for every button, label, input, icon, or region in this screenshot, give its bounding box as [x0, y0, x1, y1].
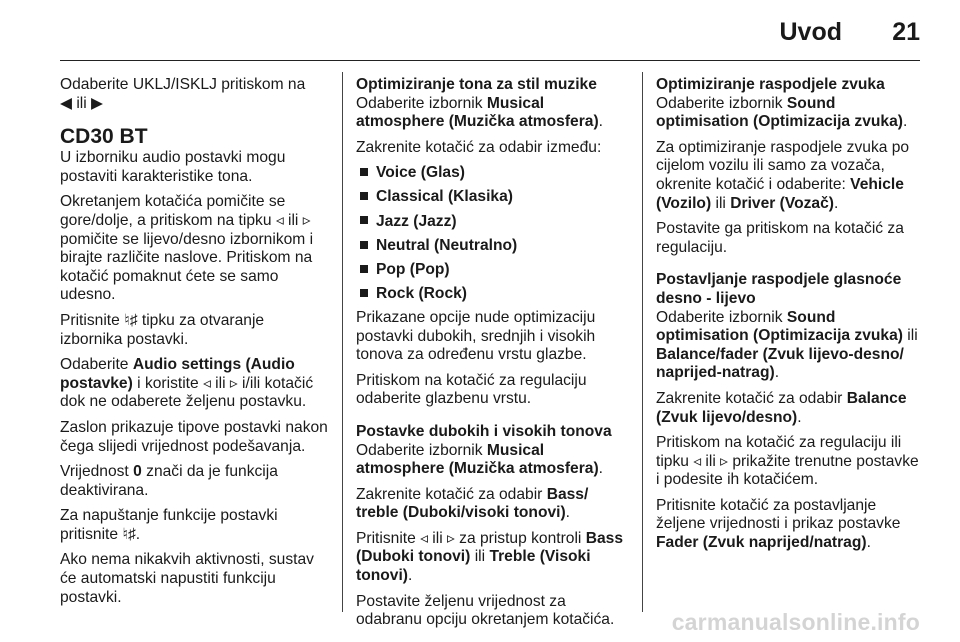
- text: Zakrenite kotačić za odabir: [356, 485, 543, 503]
- paragraph: U izborniku audio postavki mogu postaviti karakteristike tona.: [60, 149, 286, 185]
- text: Zakrenite kotačić za odabir: [656, 389, 843, 407]
- text: ili: [907, 327, 918, 345]
- text: .: [902, 113, 908, 131]
- subsection-heading: Postavke dubokih i visokih tonova: [356, 422, 612, 440]
- list-item-label: Voice (Glas): [376, 164, 465, 182]
- list-item-label: Pop (Pop): [376, 260, 450, 278]
- text: .: [866, 534, 871, 552]
- paragraph: Prikazane opcije nude optimizaciju postavki dubokih, srednjih i visokih tonova za određenu vrstu glazbe.: [356, 308, 596, 364]
- page-header: [0, 0, 960, 60]
- paragraph: Pritiskom na kotačić za regulaciju ili tipku ◃ ili ▹ prikažite trenutne postavke i podesite ih kotačićem.: [656, 434, 919, 489]
- text: .: [598, 113, 603, 131]
- paragraph: Pritiskom na kotačić za regulaciju odaberite glazbenu vrstu.: [356, 371, 587, 408]
- subsection-heading: Postavljanje raspodjele glasnoće desno - lijevo: [656, 271, 902, 307]
- paragraph: Zaslon prikazuje tipove postavki nakon čega slijedi vrijednost podešavanja.: [60, 418, 328, 455]
- bullet-square-icon: [360, 265, 368, 273]
- text: .: [797, 408, 802, 426]
- paragraph: [60, 463, 328, 500]
- list-item: [356, 164, 628, 183]
- text: Vrijednost: [60, 463, 129, 481]
- sound-settings-icon: ♮♯: [122, 525, 136, 543]
- text: ili: [474, 548, 486, 566]
- text: Za napuštanje funkcije postavki pritisnite: [60, 507, 278, 543]
- paragraph: [60, 507, 328, 544]
- list-item: [356, 188, 628, 207]
- text: Odaberite izbornik: [356, 441, 483, 459]
- text: Odaberite UKLJ/ISKLJ pritiskom na: [60, 76, 306, 93]
- paragraph: Postavite ga pritiskom na kotačić za regulaciju.: [656, 220, 904, 256]
- section-title: Uvod: [779, 18, 842, 46]
- menu-term: Balance/fader (Zvuk lijevo-desno/ naprijed-natrag): [656, 345, 904, 382]
- paragraph: Postavite željenu vrijednost za odabranu opciju okretanjem kotačića.: [356, 592, 615, 629]
- bullet-square-icon: [360, 289, 368, 297]
- column-divider-2: [642, 72, 643, 612]
- bullet-square-icon: [360, 168, 368, 176]
- value-term: 0: [133, 463, 142, 481]
- menu-term: Bass (Duboki tonovi): [356, 529, 624, 566]
- column-divider-1: [342, 72, 343, 612]
- page-number: 21: [892, 18, 920, 46]
- subsection-heading: Optimiziranje raspodjele zvuka: [656, 76, 885, 93]
- column-left: [60, 76, 328, 614]
- text: tipku za otvaranje izbornika postavki.: [60, 311, 265, 348]
- list-item-label: Rock (Rock): [376, 284, 467, 302]
- list-item: [356, 237, 628, 256]
- list-item: [356, 261, 628, 280]
- column-right: [656, 76, 924, 560]
- paragraph: Zakrenite kotačić za odabir između:: [356, 138, 602, 156]
- section-heading-cd30bt: CD30 BT: [60, 125, 148, 149]
- text: .: [774, 364, 780, 382]
- menu-term: Fader (Zvuk naprijed/natrag): [656, 534, 867, 552]
- paragraph: [656, 139, 924, 213]
- text: Odaberite izbornik: [656, 94, 783, 112]
- text: .: [598, 460, 603, 478]
- bullet-square-icon: [360, 192, 368, 200]
- menu-term: Balance (Zvuk lijevo/desno): [656, 389, 907, 426]
- menu-term: Musical atmosphere (Muzička atmosfera): [356, 94, 599, 131]
- text: Pritisnite ◃ ili ▹ za pristup kontroli: [356, 529, 582, 547]
- text: znači da je funkcija deaktivirana.: [60, 463, 278, 499]
- text: Za optimiziranje raspodjele zvuka po cijelom vozilu ili samo za vozača, okrenite kotačić i odaberite:: [656, 138, 910, 193]
- paragraph: [60, 312, 328, 349]
- menu-term: Audio settings (Audio postavke): [60, 356, 295, 392]
- text: Odaberite: [60, 356, 129, 374]
- column-middle: [356, 76, 628, 637]
- paragraph: [656, 95, 924, 132]
- text: .: [833, 194, 839, 212]
- text: .: [407, 567, 413, 585]
- menu-term: Driver (Vozač): [730, 194, 834, 212]
- header-divider: [60, 60, 920, 61]
- list-item-label: Neutral (Neutralno): [376, 236, 518, 254]
- menu-term: Treble (Visoki tonovi): [356, 548, 591, 585]
- text: .: [135, 525, 141, 543]
- subsection-heading: Optimiziranje tona za stil muzike: [356, 76, 597, 93]
- paragraph: [656, 390, 924, 427]
- text: Pritisnite: [60, 311, 120, 329]
- menu-term: Vehicle (Vozilo): [656, 175, 904, 212]
- paragraph: [60, 356, 328, 412]
- paragraph: [356, 530, 628, 586]
- bullet-square-icon: [360, 216, 368, 224]
- text: .: [565, 504, 571, 522]
- text: ili: [715, 194, 726, 212]
- menu-term: Sound optimisation (Optimizacija zvuka): [656, 94, 903, 131]
- watermark: carmanualsonline.info: [671, 609, 920, 635]
- paragraph: [356, 442, 628, 479]
- text: Odaberite izbornik: [356, 94, 483, 112]
- arrow-keys-text: ◀ ili ▶: [60, 94, 104, 112]
- list-item: [356, 285, 628, 304]
- paragraph: Ako nema nikakvih aktivnosti, sustav će automatski napustiti funkciju postavki.: [60, 551, 314, 606]
- bullet-square-icon: [360, 241, 368, 249]
- list-item-label: Classical (Klasika): [376, 188, 513, 206]
- option-list: [356, 164, 628, 303]
- list-item-label: Jazz (Jazz): [376, 212, 457, 230]
- text: Pritisnite kotačić za postavljanje željene vrijednosti i prikaz postavke: [656, 496, 901, 533]
- text: Odaberite izbornik: [656, 308, 783, 326]
- paragraph: [356, 486, 628, 523]
- paragraph: [356, 95, 628, 132]
- paragraph: Okretanjem kotačića pomičite se gore/dolje, a pritiskom na tipku ◃ ili ▹ pomičite se lijevo/desno izbornikom i birajte različite naslove. Pritiskom na kotačić pomaknut ćete se samo udesno.: [60, 193, 314, 304]
- menu-term: Musical atmosphere (Muzička atmosfera): [356, 441, 599, 478]
- menu-term: Bass/ treble (Duboki/visoki tonovi): [356, 485, 589, 522]
- sound-settings-icon: ♮♯: [124, 311, 138, 329]
- menu-term: Sound optimisation (Optimizacija zvuka): [656, 308, 903, 345]
- paragraph: [656, 497, 924, 553]
- paragraph: [656, 309, 924, 383]
- list-item: [356, 213, 628, 232]
- paragraph: [60, 76, 328, 113]
- text: i koristite ◃ ili ▹ i/ili kotačić dok ne odaberete željenu postavku.: [60, 374, 314, 411]
